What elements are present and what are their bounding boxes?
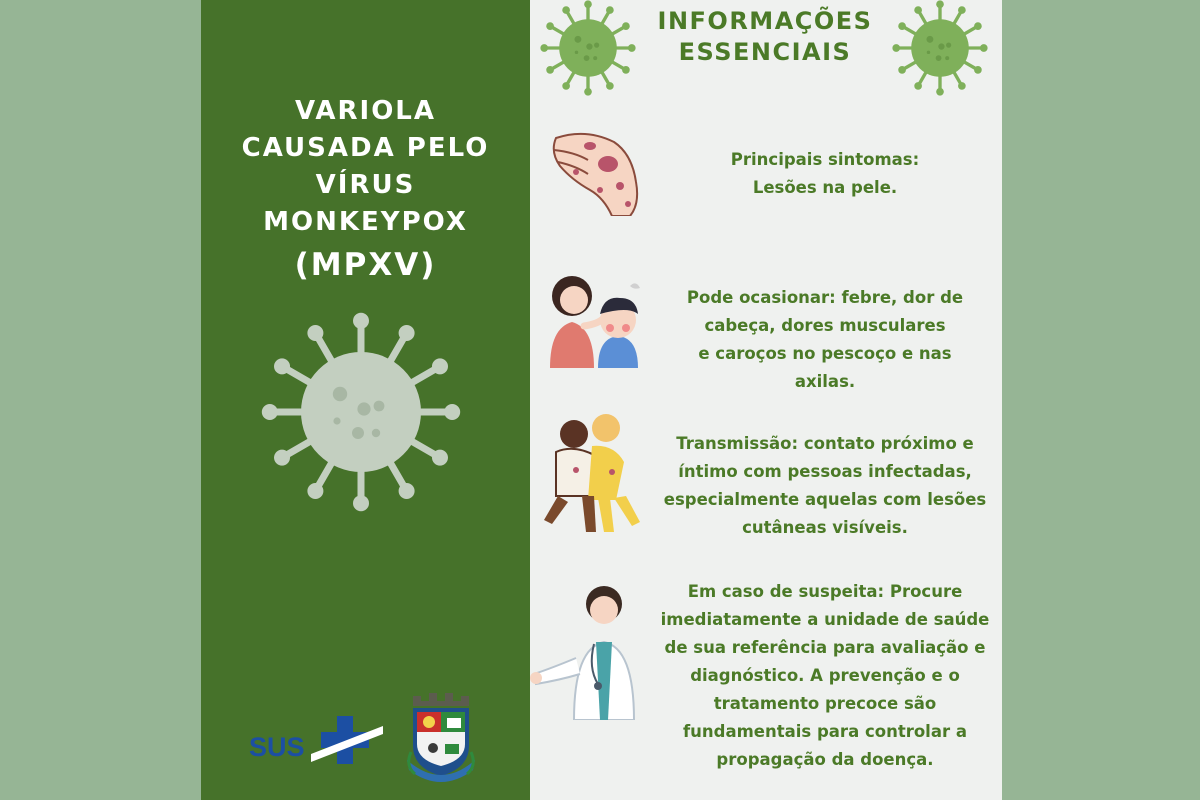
section-title-line-1: INFORMAÇÕES bbox=[657, 7, 873, 35]
info-line: diagnóstico. A prevenção e o bbox=[690, 666, 960, 685]
virus-icon bbox=[540, 0, 636, 96]
info-line: Pode ocasionar: febre, dor de bbox=[686, 288, 964, 307]
info-line: Transmissão: contato próximo e bbox=[676, 434, 974, 453]
info-line: tratamento precoce são bbox=[713, 694, 937, 713]
mother-checking-sick-child-illustration bbox=[546, 264, 644, 368]
section-title bbox=[640, 6, 890, 68]
virus-icon bbox=[261, 312, 461, 512]
info-line: imediatamente a unidade de saúde bbox=[660, 610, 990, 629]
info-item-suspicion bbox=[652, 578, 998, 774]
info-line: de sua referência para avaliação e bbox=[664, 638, 986, 657]
virus-icon bbox=[892, 0, 988, 96]
info-line: cabeça, dores musculares bbox=[704, 316, 946, 335]
info-item-symptoms bbox=[660, 146, 990, 202]
info-line: Lesões na pele. bbox=[752, 178, 898, 197]
doctor-illustration bbox=[530, 580, 648, 720]
main-title-line-1: VARIOLA bbox=[295, 96, 436, 126]
two-people-hugging-illustration bbox=[542, 412, 644, 542]
left-panel bbox=[201, 0, 530, 800]
info-line: propagação da doença. bbox=[716, 750, 934, 769]
info-item-transmission bbox=[652, 430, 998, 542]
main-title-line-2: CAUSADA PELO bbox=[241, 133, 490, 163]
info-line: Em caso de suspeita: Procure bbox=[687, 582, 963, 601]
skin-lesion-hand-illustration bbox=[550, 120, 644, 216]
sus-logo-text: SUS bbox=[249, 732, 305, 762]
info-line: axilas. bbox=[794, 372, 856, 391]
info-line: íntimo com pessoas infectadas, bbox=[678, 462, 972, 481]
section-title-line-2: ESSENCIAIS bbox=[678, 38, 852, 66]
main-title bbox=[201, 93, 530, 287]
sus-logo bbox=[249, 714, 383, 768]
right-panel bbox=[530, 0, 1002, 800]
info-item-symptoms-detail bbox=[660, 284, 990, 396]
info-line: fundamentais para controlar a bbox=[683, 722, 967, 741]
main-title-line-3: VÍRUS bbox=[315, 170, 416, 200]
main-title-line-4: MONKEYPOX bbox=[263, 207, 468, 237]
main-title-line-5: (MPXV) bbox=[294, 247, 437, 283]
info-line: Principais sintomas: bbox=[730, 150, 920, 169]
info-line: cutâneas visíveis. bbox=[742, 518, 908, 537]
info-line: especialmente aquelas com lesões bbox=[663, 490, 987, 509]
municipal-crest-icon bbox=[407, 690, 475, 786]
info-line: e caroços no pescoço e nas bbox=[698, 344, 952, 363]
